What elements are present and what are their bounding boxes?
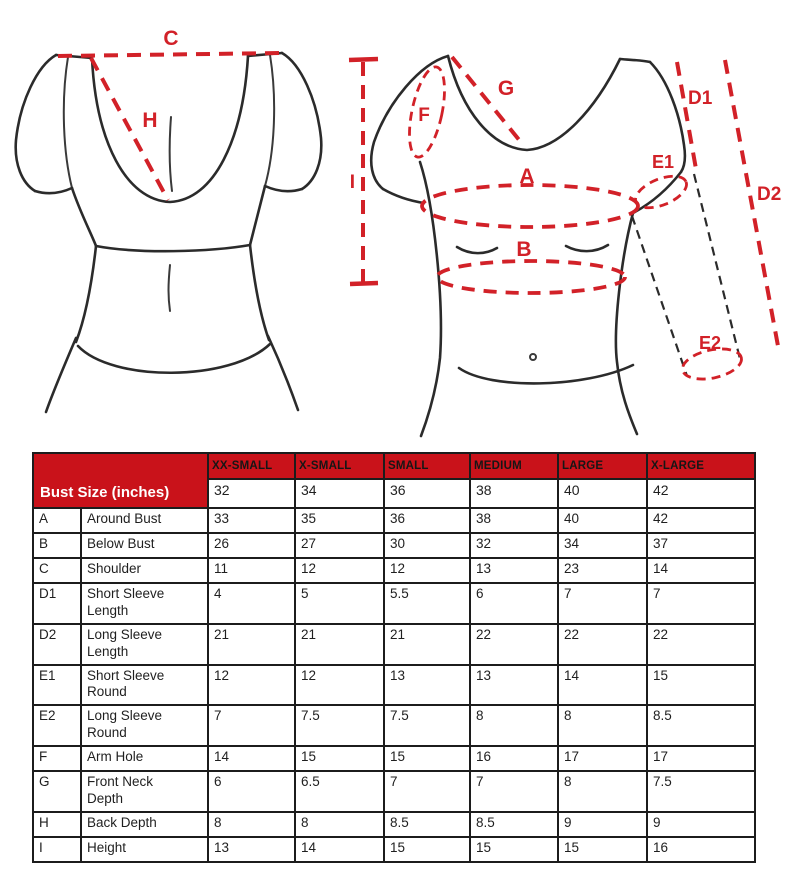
- cell-value: 21: [295, 624, 384, 665]
- cell-value: 7: [558, 583, 647, 624]
- cell-value: 42: [647, 508, 755, 533]
- cell-value: 40: [558, 508, 647, 533]
- front-neckline: [448, 56, 620, 150]
- front-left-sleeve-outer: [371, 56, 448, 189]
- cell-value: 15: [384, 746, 470, 771]
- measure-ellipse-a-bust: [422, 185, 638, 227]
- cell-value: 9: [647, 812, 755, 837]
- col-header-xx-small: XX-SMALL: [208, 453, 295, 479]
- table-row-g: [33, 771, 755, 812]
- cell-value: 16: [470, 746, 558, 771]
- cell-value: 36: [384, 508, 470, 533]
- table-row-e1: [33, 665, 755, 706]
- back-garment-hem: [96, 245, 250, 251]
- cell-value: 33: [208, 508, 295, 533]
- row-name: Around Bust: [81, 508, 208, 533]
- cell-value: 14: [558, 665, 647, 706]
- cell-value: 9: [558, 812, 647, 837]
- row-letter: E2: [33, 705, 81, 746]
- table-row-i: [33, 837, 755, 862]
- back-right-arm-inner: [265, 55, 274, 186]
- bust-value: 38: [470, 479, 558, 508]
- cell-value: 13: [384, 665, 470, 706]
- back-lower-right-waist: [250, 245, 269, 340]
- cell-value: 38: [470, 508, 558, 533]
- label-a: A: [519, 165, 535, 188]
- label-c: C: [163, 27, 179, 50]
- cell-value: 7.5: [384, 705, 470, 746]
- cell-value: 21: [208, 624, 295, 665]
- cell-value: 35: [295, 508, 384, 533]
- bust-size-corner-cell: Bust Size (inches): [33, 453, 208, 508]
- size-table: [32, 452, 756, 863]
- back-right-sleeve-outer: [282, 53, 321, 189]
- front-right-bust-curve: [566, 245, 608, 251]
- cell-value: 17: [647, 746, 755, 771]
- cell-value: 12: [208, 665, 295, 706]
- cell-value: 8.5: [647, 705, 755, 746]
- back-left-sleeve-outer: [16, 55, 56, 191]
- cell-value: 15: [647, 665, 755, 706]
- label-b: B: [516, 238, 532, 261]
- row-letter: H: [33, 812, 81, 837]
- row-name: Height: [81, 837, 208, 862]
- back-left-arm-inner: [64, 57, 72, 188]
- measure-i-cap-bottom: [350, 283, 378, 284]
- cell-value: 15: [295, 746, 384, 771]
- cell-value: 15: [470, 837, 558, 862]
- cell-value: 7: [647, 583, 755, 624]
- front-left-bust-curve: [457, 247, 497, 253]
- back-left-sleeve-hem: [35, 188, 72, 193]
- cell-value: 22: [647, 624, 755, 665]
- row-letter: B: [33, 533, 81, 558]
- back-left-hip: [46, 338, 76, 412]
- row-name: Arm Hole: [81, 746, 208, 771]
- front-right-side: [616, 213, 637, 434]
- cell-value: 12: [384, 558, 470, 583]
- bust-value: 40: [558, 479, 647, 508]
- cell-value: 34: [558, 533, 647, 558]
- front-left-sleeve-hem: [383, 189, 424, 203]
- bust-value: 36: [384, 479, 470, 508]
- col-header-x-large: X-LARGE: [647, 453, 755, 479]
- row-letter: I: [33, 837, 81, 862]
- row-name: Short Sleeve Round: [81, 665, 208, 706]
- label-e2: E2: [698, 333, 722, 353]
- row-letter: C: [33, 558, 81, 583]
- back-hip-curve: [78, 344, 270, 373]
- cell-value: 22: [470, 624, 558, 665]
- cell-value: 13: [208, 837, 295, 862]
- cell-value: 37: [647, 533, 755, 558]
- row-name: Back Depth: [81, 812, 208, 837]
- long-sleeve-dash-right: [694, 174, 740, 359]
- front-right-shoulder-top: [620, 59, 650, 62]
- table-row-d1: [33, 583, 755, 624]
- back-spine-upper: [170, 117, 172, 191]
- cell-value: 7: [208, 705, 295, 746]
- cell-value: 6: [470, 583, 558, 624]
- row-letter: F: [33, 746, 81, 771]
- navel-mark: [530, 354, 536, 360]
- cell-value: 8: [295, 812, 384, 837]
- cell-value: 5: [295, 583, 384, 624]
- label-d1: D1: [688, 88, 713, 109]
- back-spine-lower: [169, 265, 171, 311]
- cell-value: 7: [470, 771, 558, 812]
- cell-value: 8.5: [384, 812, 470, 837]
- col-header-small: SMALL: [384, 453, 470, 479]
- cell-value: 6.5: [295, 771, 384, 812]
- cell-value: 23: [558, 558, 647, 583]
- cell-value: 8: [208, 812, 295, 837]
- measure-i-cap-top: [349, 59, 378, 60]
- measure-ellipse-b-below-bust: [437, 261, 625, 293]
- cell-value: 14: [295, 837, 384, 862]
- back-view-figure: [16, 27, 322, 412]
- cell-value: 13: [470, 665, 558, 706]
- row-name: Long Sleeve Length: [81, 624, 208, 665]
- cell-value: 6: [208, 771, 295, 812]
- back-right-side: [250, 186, 265, 245]
- cell-value: 11: [208, 558, 295, 583]
- bust-value: 42: [647, 479, 755, 508]
- table-row-d2: [33, 624, 755, 665]
- label-i: I: [349, 172, 355, 193]
- table-row-e2: [33, 705, 755, 746]
- cell-value: 27: [295, 533, 384, 558]
- front-view-figure: [349, 56, 781, 436]
- row-name: Short Sleeve Length: [81, 583, 208, 624]
- label-e1: E1: [651, 152, 675, 172]
- cell-value: 7.5: [647, 771, 755, 812]
- label-g: G: [497, 77, 515, 100]
- cell-value: 15: [384, 837, 470, 862]
- long-sleeve-dash-left: [632, 216, 687, 376]
- table-row-c: [33, 558, 755, 583]
- back-lower-left-waist: [76, 246, 96, 342]
- table-row-h: [33, 812, 755, 837]
- row-letter: A: [33, 508, 81, 533]
- label-h: H: [142, 109, 158, 132]
- cell-value: 7.5: [295, 705, 384, 746]
- row-name: Below Bust: [81, 533, 208, 558]
- measure-line-d1-short-sleeve: [677, 62, 696, 169]
- label-f: F: [418, 105, 430, 126]
- cell-value: 8: [558, 705, 647, 746]
- cell-value: 5.5: [384, 583, 470, 624]
- col-header-medium: MEDIUM: [470, 453, 558, 479]
- cell-value: 15: [558, 837, 647, 862]
- col-header-x-small: X-SMALL: [295, 453, 384, 479]
- cell-value: 22: [558, 624, 647, 665]
- cell-value: 12: [295, 665, 384, 706]
- cell-value: 12: [295, 558, 384, 583]
- cell-value: 8.5: [470, 812, 558, 837]
- cell-value: 17: [558, 746, 647, 771]
- cell-value: 8: [470, 705, 558, 746]
- table-header-row: [33, 453, 755, 479]
- bust-value: 32: [208, 479, 295, 508]
- table-row-b: [33, 533, 755, 558]
- cell-value: 4: [208, 583, 295, 624]
- row-letter: D2: [33, 624, 81, 665]
- cell-value: 8: [558, 771, 647, 812]
- col-header-large: LARGE: [558, 453, 647, 479]
- back-right-sleeve-hem: [265, 186, 302, 191]
- row-name: Front Neck Depth: [81, 771, 208, 812]
- row-letter: D1: [33, 583, 81, 624]
- table-row-f: [33, 746, 755, 771]
- cell-value: 14: [208, 746, 295, 771]
- back-right-hip: [268, 336, 298, 410]
- cell-value: 14: [647, 558, 755, 583]
- front-hip-curve: [459, 365, 633, 383]
- row-name: Long Sleeve Round: [81, 705, 208, 746]
- cell-value: 30: [384, 533, 470, 558]
- cell-value: 16: [647, 837, 755, 862]
- row-letter: E1: [33, 665, 81, 706]
- table-row-a: [33, 508, 755, 533]
- cell-value: 21: [384, 624, 470, 665]
- label-d2: D2: [757, 184, 782, 205]
- row-letter: G: [33, 771, 81, 812]
- back-left-side: [72, 188, 96, 246]
- cell-value: 7: [384, 771, 470, 812]
- cell-value: 13: [470, 558, 558, 583]
- cell-value: 26: [208, 533, 295, 558]
- cell-value: 32: [470, 533, 558, 558]
- row-name: Shoulder: [81, 558, 208, 583]
- bust-value: 34: [295, 479, 384, 508]
